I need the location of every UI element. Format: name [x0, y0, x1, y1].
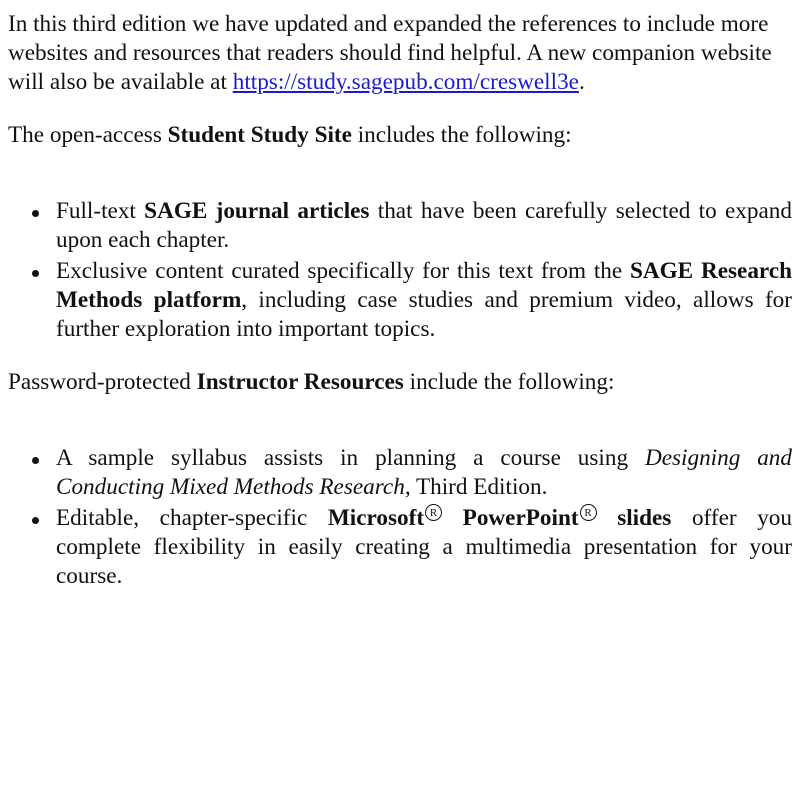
student-resources-list — [8, 197, 792, 344]
instructor-resources-list — [8, 444, 792, 591]
instructor-heading-bold: Instructor Resources — [196, 369, 404, 395]
student-heading-rest: includes the following: — [351, 122, 572, 148]
item-post: offer you complete flexibility in easily creating a multimedia presentation for your course. — [56, 505, 792, 589]
item-post: that have been carefully selected to expand upon each chapter. — [56, 198, 792, 253]
slides-label: slides — [596, 505, 672, 531]
bullet-icon — [32, 270, 39, 277]
list-item — [8, 444, 792, 502]
book-title: Designing and Conducting Mixed Methods Research — [56, 445, 792, 500]
instructor-section-heading — [8, 368, 792, 397]
instructor-heading-rest: include the following: — [403, 369, 615, 395]
student-heading-lead: The open-access — [8, 122, 168, 148]
list-item — [8, 197, 792, 255]
companion-website-link[interactable]: https://study.sagepub.com/creswell3e — [232, 69, 579, 95]
item-bold: SAGE Research Methods platform — [56, 258, 792, 313]
item-pre: Exclusive content curated specifically for this text from the — [56, 258, 630, 284]
instructor-heading-lead: Password-protected — [8, 369, 197, 395]
item-pre: Full-text — [56, 198, 145, 224]
intro-text: In this third edition we have updated and expanded the references to include more websites and resources that readers should find helpful. A new companion website will also be available at — [8, 11, 772, 95]
microsoft-label: Microsoft — [327, 505, 425, 531]
item-pre: Editable, chapter-specific — [56, 505, 328, 531]
item-post: , including case studies and premium video, allows for further exploration into important topics. — [56, 287, 792, 342]
item-pre: A sample syllabus assists in planning a course using — [56, 445, 645, 471]
intro-after-link: . — [578, 69, 585, 95]
bullet-icon — [32, 210, 39, 217]
registered-mark-icon: R — [580, 504, 597, 521]
registered-mark-icon: R — [425, 504, 442, 521]
item-bold: SAGE journal articles — [144, 198, 370, 224]
student-heading-bold: Student Study Site — [167, 122, 352, 148]
item-post: , Third Edition. — [404, 474, 548, 500]
bullet-icon — [32, 457, 39, 464]
powerpoint-label: PowerPoint — [442, 505, 579, 531]
student-section-heading — [8, 121, 792, 150]
intro-paragraph — [8, 10, 792, 97]
list-item — [8, 504, 792, 591]
list-item — [8, 257, 792, 344]
bullet-icon — [32, 517, 39, 524]
